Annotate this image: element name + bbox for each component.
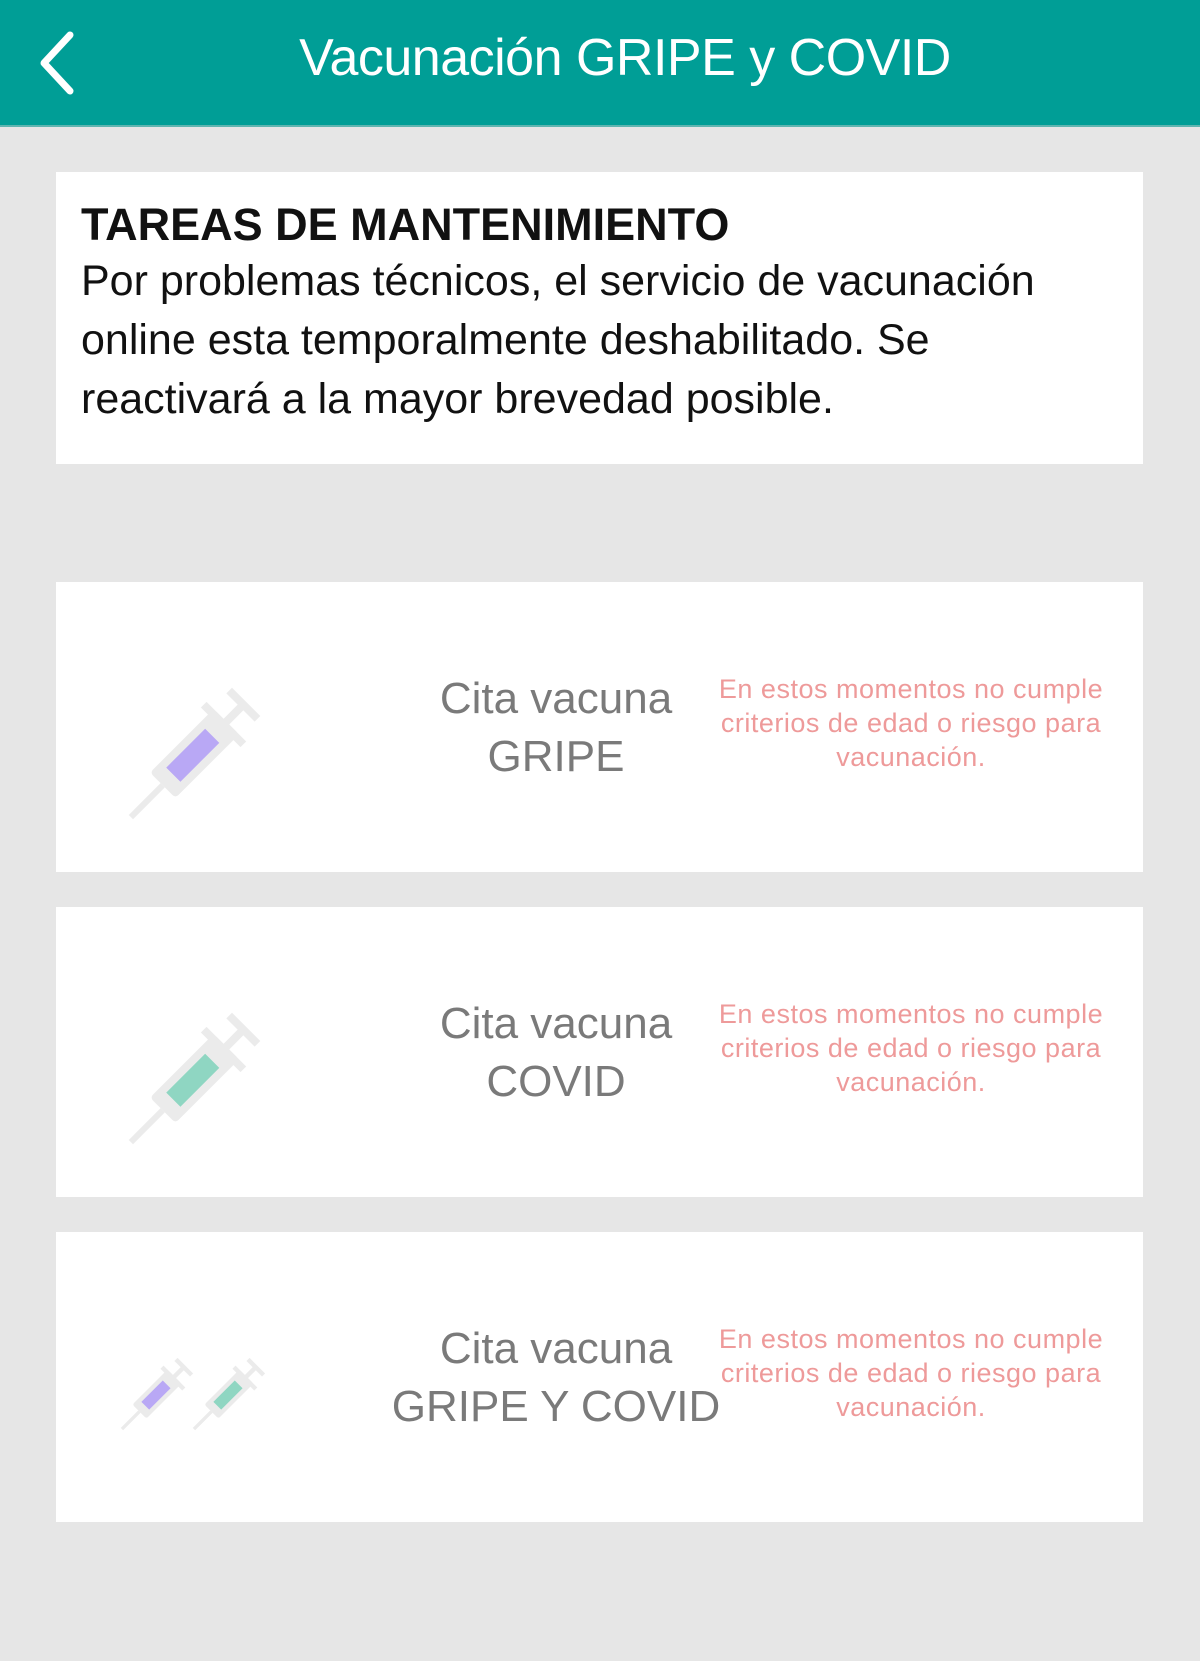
syringe-icon [111,1002,271,1162]
syringe-icon [111,677,271,837]
app-header [0,0,1200,127]
flu-and-covid-appointment-card[interactable] [56,1232,1143,1522]
page-title: Vacunación GRIPE y COVID [299,29,951,87]
card-title: Cita vacuna GRIPE Y COVID [391,1324,721,1431]
two-syringes-icon [111,1352,271,1452]
flu-appointment-card[interactable] [56,582,1143,872]
eligibility-warning: En estos momentos no cumple criterios de edad o riesgo para vacunación. [718,1324,1104,1422]
eligibility-warning: En estos momentos no cumple criterios de edad o riesgo para vacunación. [718,674,1104,772]
card-title: Cita vacuna COVID [439,999,673,1106]
maintenance-notice [56,172,1143,464]
notice-body: Por problemas técnicos, el servicio de vacunación online esta temporalmente deshabilitado. Se reactivará a la mayor brevedad posible. [81,257,1035,423]
covid-appointment-card[interactable] [56,907,1143,1197]
card-title: Cita vacuna GRIPE [439,674,673,781]
eligibility-warning: En estos momentos no cumple criterios de edad o riesgo para vacunación. [718,999,1104,1097]
notice-title: TAREAS DE MANTENIMIENTO [81,199,730,250]
